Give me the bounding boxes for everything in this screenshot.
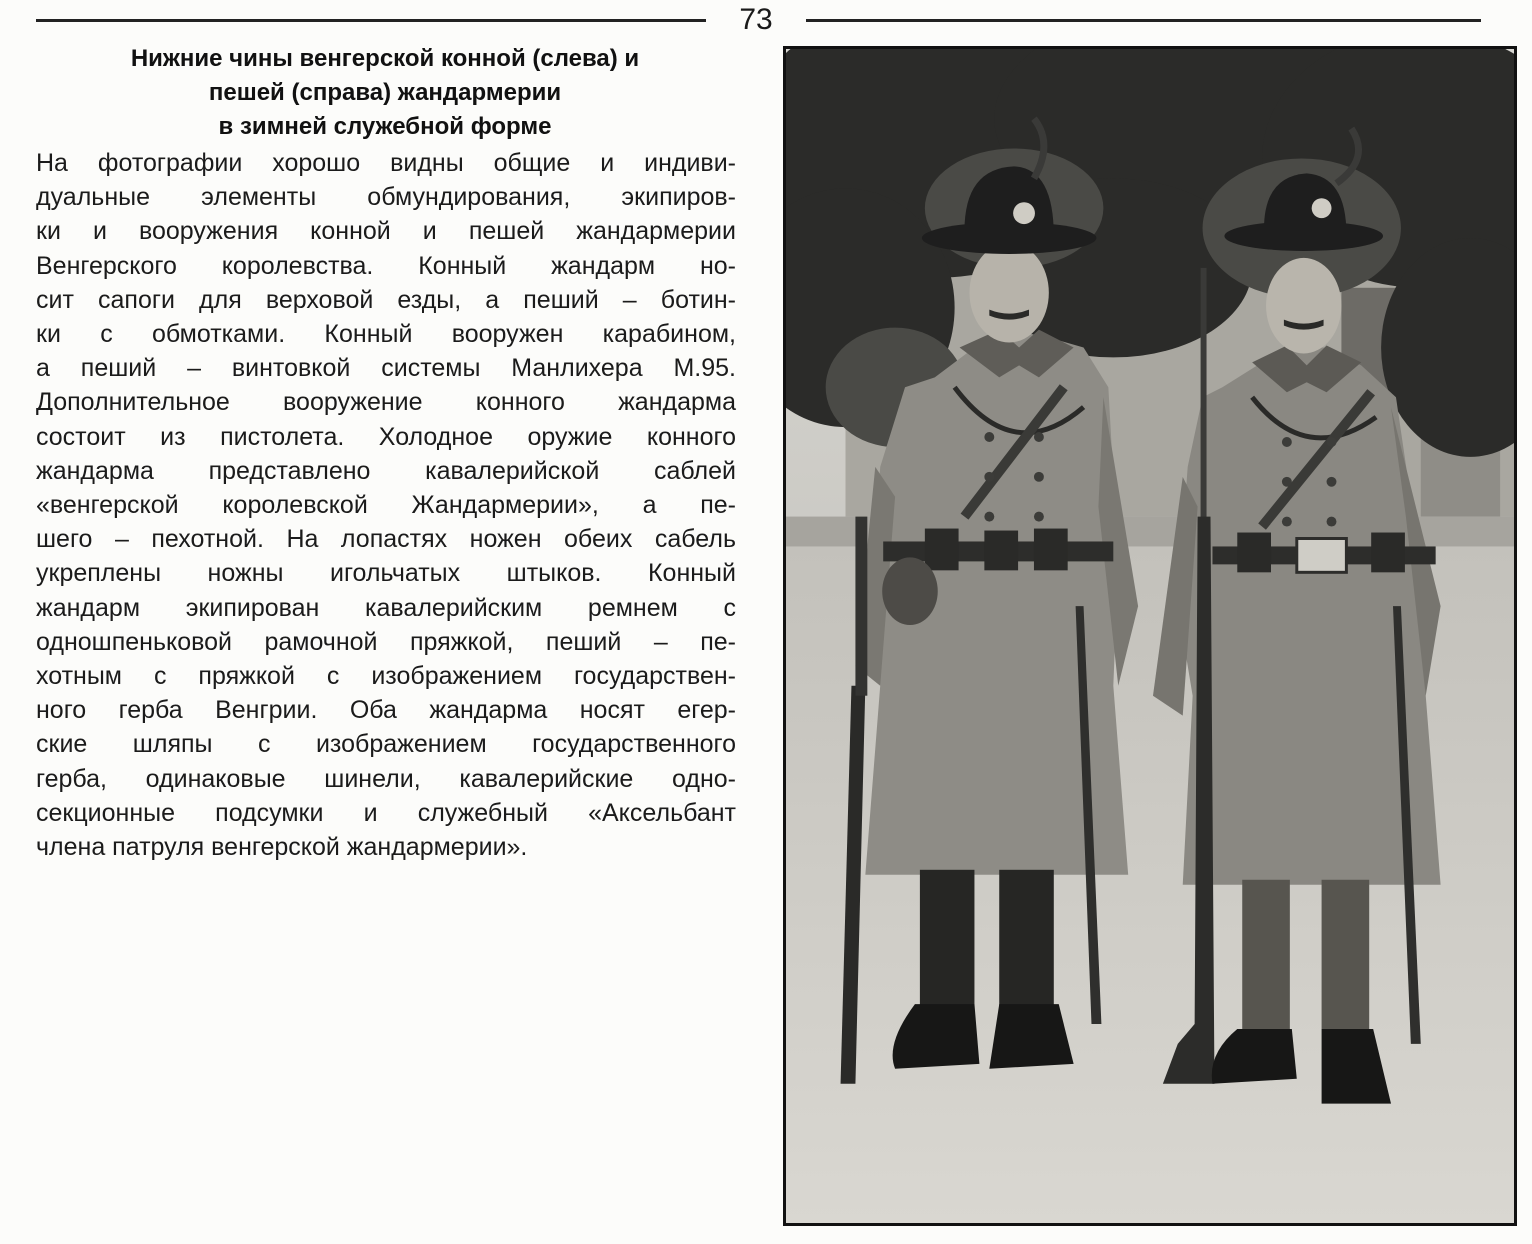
caption-title-line: в зимней служебной форме: [218, 113, 552, 140]
body-line: Венгерского королевства. Конный жандарм но-: [36, 251, 736, 280]
body-line: герба, одинаковые шинели, кавалерийские одно-: [36, 764, 736, 793]
body-line: состоит из пистолета. Холодное оружие конного: [36, 422, 736, 451]
caption-title-line: пешей (справа) жандармерии: [208, 79, 562, 106]
body-line: секционные подсумки и служебный «Аксельбант: [36, 798, 736, 827]
body-line: дуальные элементы обмундирования, экипиров-: [36, 183, 736, 212]
body-line: одношпеньковой рамочной пряжкой, пеший – пе-: [36, 627, 736, 656]
body-line: а пеший – винтовкой системы Манлихера М.95.: [36, 354, 736, 383]
body-line: ки и вооружения конной и пешей жандармерии: [36, 217, 736, 246]
body-line: сит сапоги для верховой езды, а пеший – ботин-: [36, 285, 736, 314]
body-line: ки с обмотками. Конный вооружен карабином,: [36, 320, 736, 349]
body-line: жандарма представлено кавалерийской саблей: [36, 456, 736, 485]
body-line: «венгерской королевской Жандармерии», а пе-: [36, 491, 736, 520]
photo-illustration: [786, 49, 1514, 1223]
body-line: Дополнительное вооружение конного жандарма: [36, 388, 736, 417]
body-line: На фотографии хорошо видны общие и индиви-: [36, 149, 736, 177]
caption-title: [40, 42, 730, 144]
photograph-two-gendarmes: [783, 46, 1517, 1226]
body-line: ские шляпы с изображением государственного: [36, 730, 736, 759]
body-line: укреплены ножны игольчатых штыков. Конный: [36, 559, 736, 588]
body-line: жандарм экипирован кавалерийским ремнем с: [36, 593, 736, 622]
header-rule-right: [806, 19, 1481, 22]
header-rule-left: [36, 19, 706, 22]
body-line: хотным с пряжкой с изображением государствен-: [36, 662, 736, 691]
page-number: 73: [739, 3, 773, 36]
body-line: ного герба Венгрии. Оба жандарма носят егер-: [36, 696, 736, 725]
caption-title-line: Нижние чины венгерской конной (слева) и: [130, 45, 640, 72]
body-line: члена патруля венгерской жандармерии».: [36, 833, 528, 862]
caption-body: [36, 146, 736, 864]
body-line: шего – пехотной. На лопастях ножен обеих сабель: [36, 525, 736, 554]
